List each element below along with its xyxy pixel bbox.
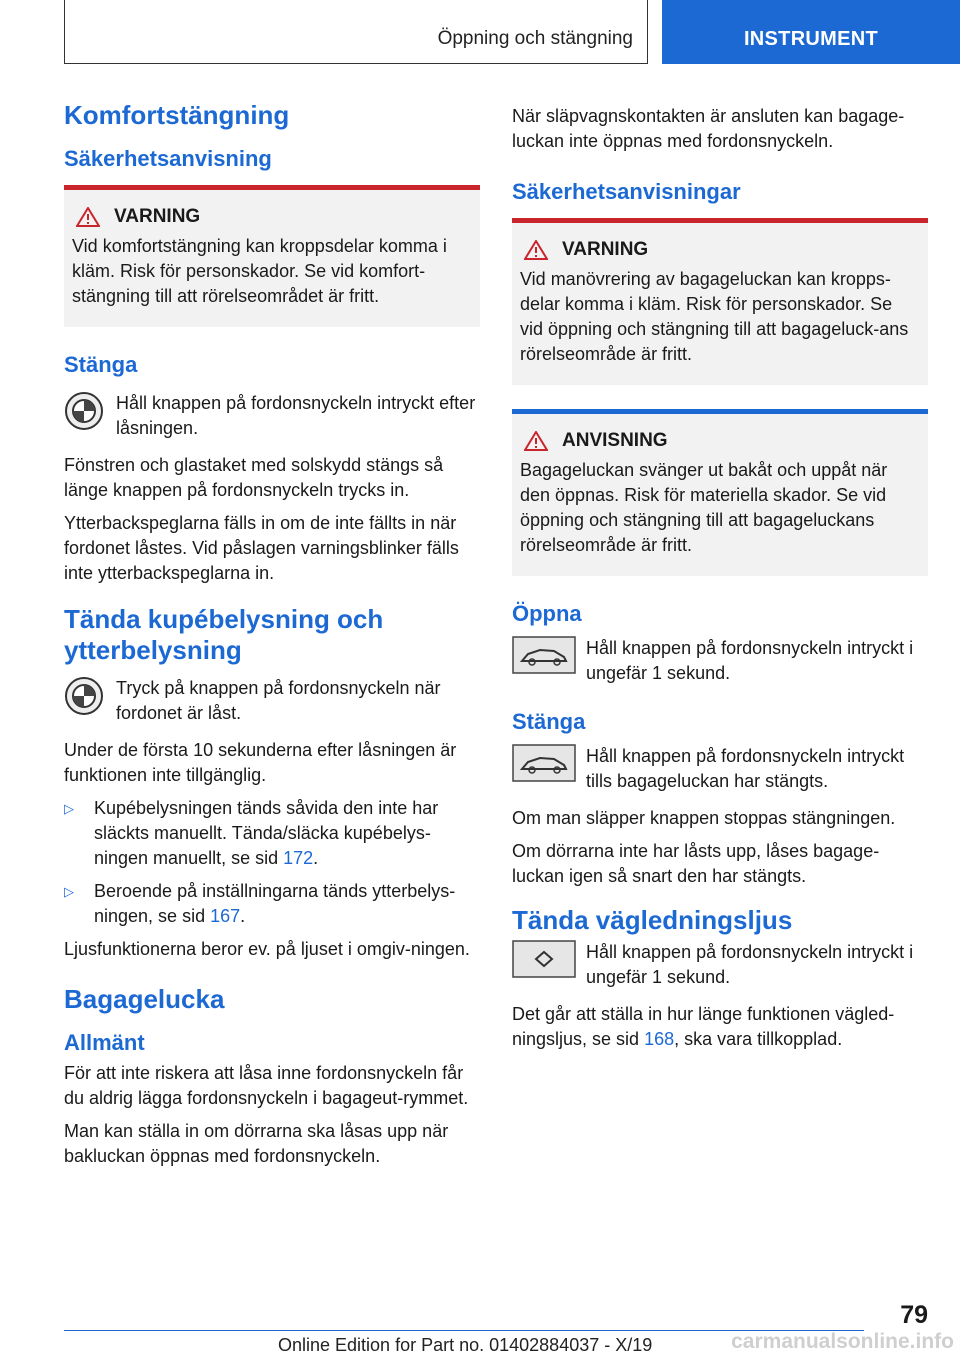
left-column	[64, 100, 480, 1177]
notice-triangle-icon	[524, 431, 548, 451]
heading-allmant: Allmänt	[64, 1030, 145, 1055]
tanda-text: Tryck på knappen på fordonsnyckeln när fordonet är låst.	[116, 678, 441, 723]
notice-text: Bagageluckan svänger ut bakåt och uppåt när den öppnas. Risk för materiella skador. Se vid öppning och stängning till att bagageluckans rörelseområde är fritt.	[520, 460, 888, 555]
heading-sakerhetsanvisning: Säkerhetsanvisning	[64, 146, 272, 171]
page-link[interactable]: 172	[283, 848, 314, 868]
paragraph: Det går att ställa in hur länge funktionen vägled-ningsljus, se sid 168, ska vara tillkopplad.	[512, 1004, 895, 1049]
paragraph: Ytterbackspeglarna fälls in om de inte fällts in när fordonet låstes. Vid påslagen varningsblinker fälls inte ytterbackspeglarna in.	[64, 513, 459, 583]
vagled-instruction	[512, 940, 928, 990]
paragraph: Under de första 10 sekunderna efter låsningen är funktionen inte tillgänglig.	[64, 740, 457, 785]
tanda-instruction	[64, 676, 480, 726]
trunk-button-icon	[512, 744, 576, 782]
stanga-trunk-text: Håll knappen på fordonsnyckeln intryckt tills bagageluckan har stängts.	[586, 746, 905, 791]
paragraph: Om dörrarna inte har låsts upp, låses bagage-luckan igen så snart den har stängts.	[512, 841, 880, 886]
paragraph: För att inte riskera att låsa inne fordonsnyckeln får du aldrig lägga fordonsnyckeln i bagageut-rymmet.	[64, 1063, 469, 1108]
oppna-text: Håll knappen på fordonsnyckeln intryckt i ungefär 1 sekund.	[586, 638, 914, 683]
paragraph: När släpvagnskontakten är ansluten kan bagage-luckan inte öppnas med fordonsnyckeln.	[512, 106, 905, 151]
warning-text: Vid komfortstängning kan kroppsdelar komma i kläm. Risk för personskador. Se vid komfort-stängning till att rörelseområdet är fritt.	[72, 236, 447, 306]
list-item: ▷ Beroende på inställningarna tänds ytterbelys-ningen, se sid 167.	[64, 879, 480, 929]
notice-box	[512, 409, 928, 576]
paragraph: Man kan ställa in om dörrarna ska låsas upp när bakluckan öppnas med fordonsnyckeln.	[64, 1121, 449, 1166]
warning-triangle-icon	[76, 207, 100, 227]
bullet-triangle-icon: ▷	[64, 801, 74, 816]
header-chapter-tab[interactable]	[662, 0, 960, 64]
stanga-text: Håll knappen på fordonsnyckeln intryckt efter låsningen.	[116, 393, 476, 438]
trunk-button-icon	[512, 636, 576, 674]
paragraph: Om man släpper knappen stoppas stängningen.	[512, 808, 896, 828]
heading-oppna: Öppna	[512, 601, 582, 626]
warning-title: VARNING	[114, 206, 201, 227]
header-section-box	[64, 0, 648, 64]
section-title: Öppning och stängning	[437, 28, 633, 49]
bmw-key-button-icon	[64, 391, 104, 431]
chapter-title: INSTRUMENT	[743, 28, 879, 50]
oppna-instruction	[512, 636, 928, 686]
heading-stanga: Stänga	[64, 352, 138, 377]
warning-title: VARNING	[562, 239, 649, 260]
heading-bagagelucka: Bagagelucka	[64, 984, 225, 1014]
warning-box	[64, 185, 480, 327]
right-column	[512, 104, 928, 1060]
warning-box	[512, 218, 928, 385]
notice-title: ANVISNING	[562, 430, 668, 451]
paragraph: Ljusfunktionerna beror ev. på ljuset i omgiv-ningen.	[64, 939, 470, 959]
page-link[interactable]: 167	[210, 906, 241, 926]
page-link[interactable]: 168	[644, 1029, 675, 1049]
footer-edition: Online Edition for Part no. 01402884037 - X/19	[278, 1335, 653, 1355]
stanga-instruction	[64, 391, 480, 441]
warning-triangle-icon	[524, 240, 548, 260]
watermark: carmanualsonline.info	[731, 1330, 954, 1353]
heading-komfortstangning: Komfortstängning	[64, 100, 290, 130]
bmw-key-button-icon	[64, 676, 104, 716]
vagled-text: Håll knappen på fordonsnyckeln intryckt i ungefär 1 sekund.	[586, 942, 914, 987]
heading-vagledningsljus: Tända vägledningsljus	[512, 905, 793, 935]
stanga-trunk-instruction	[512, 744, 928, 794]
warning-text: Vid manövrering av bagageluckan kan kropps-delar komma i kläm. Risk för personskador. Se vid öppning och stängning till att bagageluck-ans rörelseområde är fritt.	[520, 269, 909, 364]
guide-light-button-icon	[512, 940, 576, 978]
heading-tanda-belysning: Tända kupébelysning och ytterbelysning	[64, 604, 384, 665]
paragraph: Fönstren och glastaket med solskydd stängs så länge knappen på fordonsnyckeln trycks in.	[64, 455, 444, 500]
page-number: 79	[900, 1301, 928, 1329]
heading-stanga: Stänga	[512, 709, 586, 734]
list-item: ▷ Kupébelysningen tänds såvida den inte har släckts manuellt. Tända/släcka kupébelys-ningen manuellt, se sid 172.	[64, 796, 480, 871]
heading-sakerhetsanvisningar: Säkerhetsanvisningar	[512, 179, 741, 204]
bullet-triangle-icon: ▷	[64, 884, 74, 899]
